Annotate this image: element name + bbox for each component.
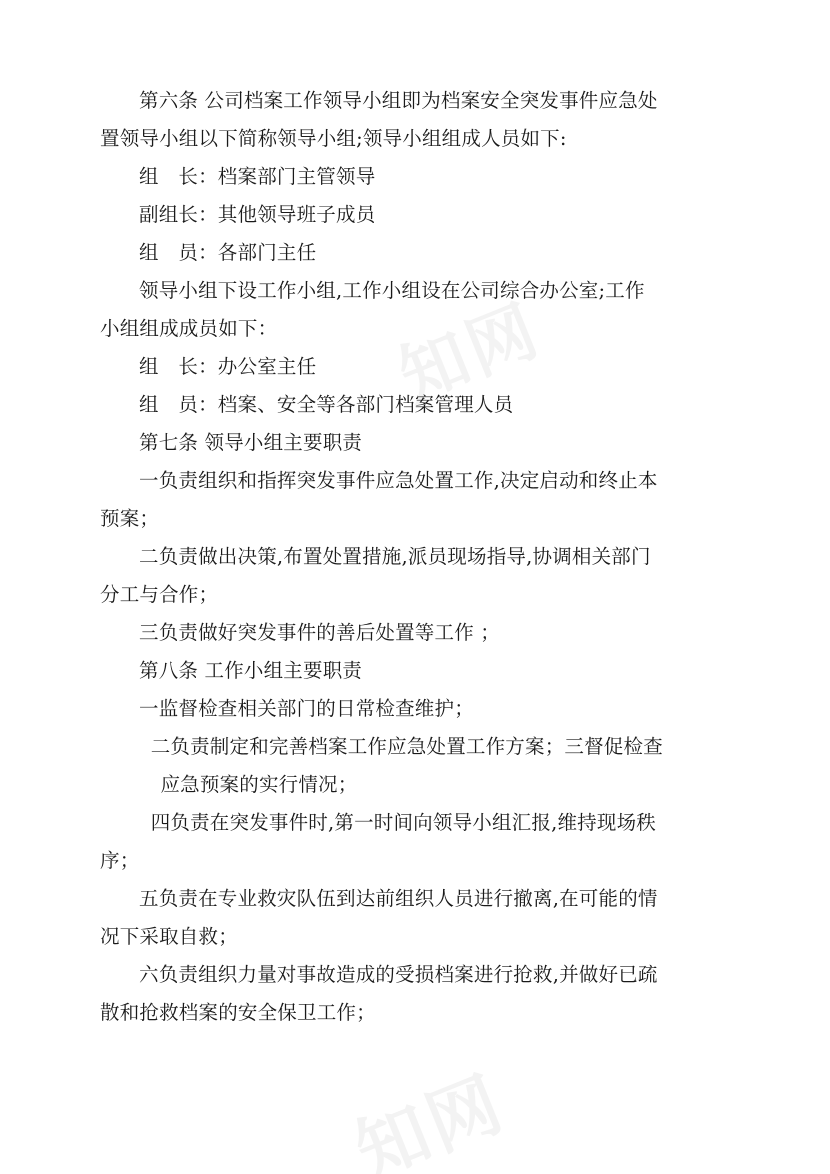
article-eight-heading: 第八条 工作小组主要职责: [139, 659, 363, 682]
article-six-continuation: 置领导小组以下简称领导小组;领导小组组成人员如下:: [100, 127, 567, 150]
article-eight-duty-one: 一监督检查相关部门的日常检查维护；: [139, 697, 474, 720]
article-eight-duty-six: 六负责组织力量对事故造成的受损档案进行抢救,并做好已疏: [139, 963, 658, 986]
article-eight-duty-six-continuation: 散和抢救档案的安全保卫工作；: [100, 1001, 376, 1024]
role-group-leader: 组 长：档案部门主管领导: [139, 165, 376, 188]
watermark-text: [338, 1045, 518, 1174]
work-group-setup-continuation: 小组组成成员如下：: [100, 317, 278, 340]
article-seven-duty-one: 一负责组织和指挥突发事件应急处置工作,决定启动和终止本: [139, 469, 658, 492]
article-eight-duty-two: 二负责制定和完善档案工作应急处置工作方案；三督促检查: [150, 735, 663, 758]
role-group-member: 组 员：各部门主任: [139, 241, 317, 264]
article-seven-duty-three: 三负责做好突发事件的善后处置等工作 ；: [139, 621, 500, 644]
article-seven-duty-two-continuation: 分工与合作；: [100, 583, 219, 606]
article-eight-duty-four: 四负责在突发事件时,第一时间向领导小组汇报,维持现场秩: [150, 811, 656, 834]
article-seven-heading: 第七条 领导小组主要职责: [139, 431, 363, 454]
article-seven-duty-two: 二负责做出决策,布置处置措施,派员现场指导,协调相关部门: [139, 545, 651, 568]
article-eight-duty-four-continuation: 序；: [100, 849, 140, 872]
workgroup-member: 组 员：档案、安全等各部门档案管理人员: [139, 393, 514, 416]
role-deputy-group-leader: 副组长：其他领导班子成员: [139, 203, 376, 226]
article-eight-duty-five-continuation: 况下采取自救；: [100, 925, 238, 948]
article-six-heading: 第六条 公司档案工作领导小组即为档案安全突发事件应急处: [139, 89, 658, 112]
workgroup-leader: 组 长：办公室主任: [139, 355, 317, 378]
article-seven-duty-one-continuation: 预案；: [100, 507, 160, 530]
work-group-setup: 领导小组下设工作小组,工作小组设在公司综合办公室;工作: [139, 279, 645, 302]
article-eight-duty-two-continuation: 应急预案的实行情况；: [160, 773, 358, 796]
article-eight-duty-five: 五负责在专业救灾队伍到达前组织人员进行撤离,在可能的情: [139, 887, 658, 910]
